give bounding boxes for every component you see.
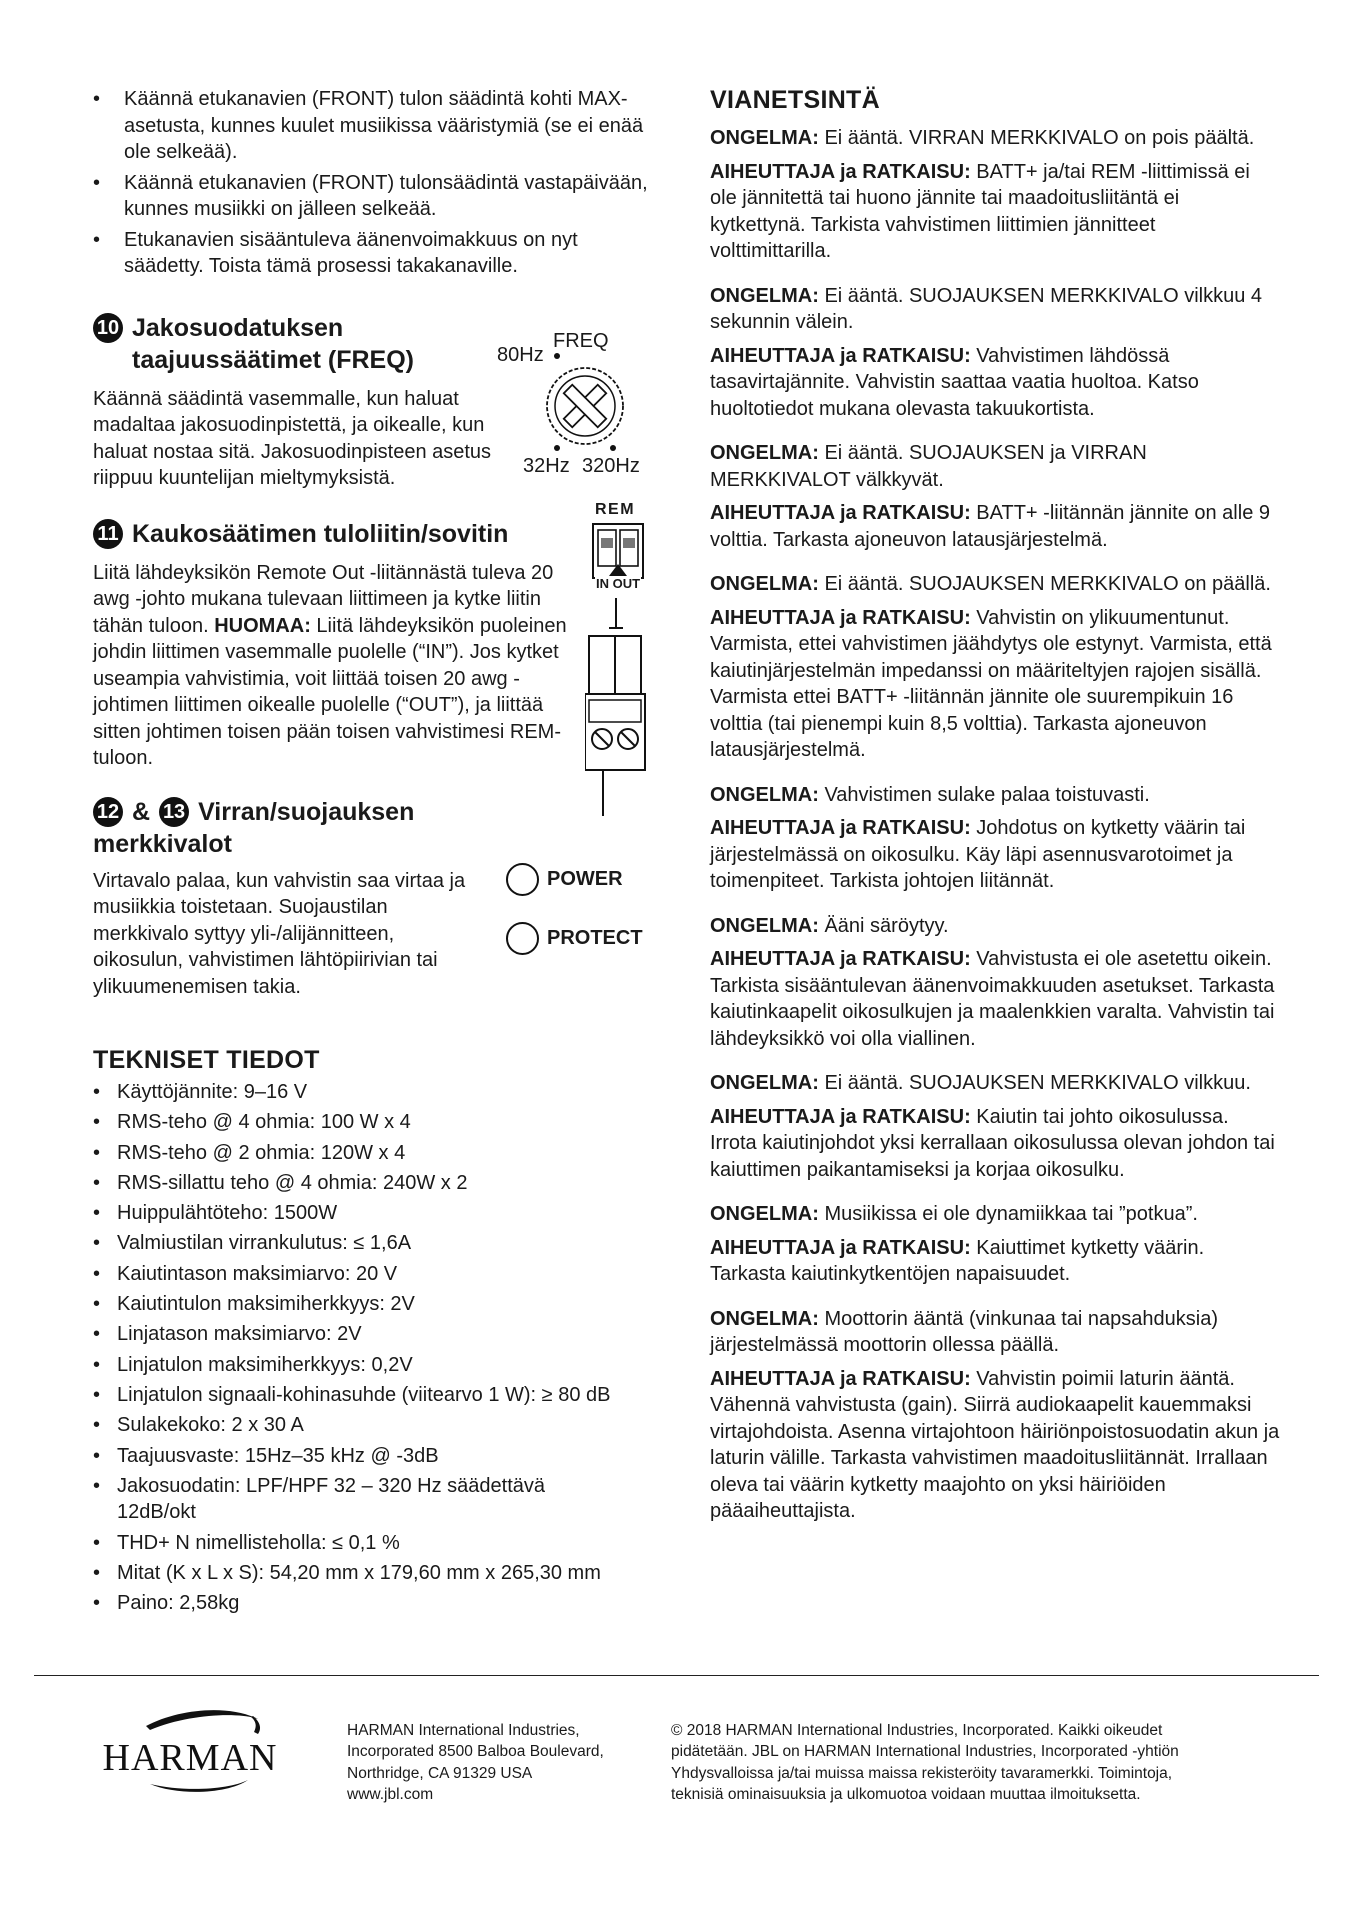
list-item: • Linjatulon maksimiherkkyys: 0,2V: [93, 1352, 673, 1379]
troubleshooting-list: [710, 125, 1280, 1525]
cause-solution-text: AIHEUTTAJA ja RATKAISU: Vahvistimen lähdössä tasavirtajännite. Vahvistin saattaa vaatia huoltoa. Katso huoltotiedot mukana olevasta takuukortista.: [710, 344, 1199, 420]
section-status-leds: [93, 796, 653, 1001]
specs-list: [93, 1079, 673, 1617]
section-number-badge: 11: [93, 519, 123, 549]
troubleshooting-entry: [710, 1070, 1280, 1183]
problem-text: ONGELMA: Ei ääntä. SUOJAUKSEN MERKKIVALO on päällä.: [710, 573, 1271, 595]
copyright-line: teknisiä ominaisuuksia ja ulkomuotoa voidaan muuttaa ilmoituksetta.: [671, 1785, 1141, 1803]
cause-label: AIHEUTTAJA ja RATKAISU:: [710, 1105, 971, 1128]
list-item: • Käännä etukanavien (FRONT) tulon säädintä kohti MAX-asetusta, kunnes kuulet musiikissa vääristymiä (se ei enää ole selkeää).: [93, 86, 653, 166]
section-title: merkkivalot: [93, 829, 232, 858]
cause-solution-text: AIHEUTTAJA ja RATKAISU: Vahvistin on ylikuumentunut. Varmista, ettei vahvistimen jäähdytys ole estynyt. Varmista, että kaiutinjärjestelmän impedanssi on määriteltyjen rajojen sisällä. Varmista ettei BATT+ -liitännän jännite ole suurempikuin 16 volttia (tai pienempi kuin 8,5 volttia). Tarkasta ajoneuvon latausjärjestelmä.: [710, 606, 1272, 761]
problem-text: ONGELMA: Musiikissa ei ole dynamiikkaa tai ”potkua”.: [710, 1203, 1198, 1225]
list-item: • Paino: 2,58kg: [93, 1590, 673, 1617]
problem-text: ONGELMA: Ei ääntä. SUOJAUKSEN ja VIRRAN MERKKIVALOT välkkyvät.: [710, 442, 1147, 491]
list-item: • Linjatulon signaali-kohinasuhde (viitearvo 1 W): ≥ 80 dB: [93, 1382, 673, 1409]
harman-logo: [88, 1704, 293, 1799]
copyright-notice: [671, 1720, 1311, 1805]
intro-bullet-list: [93, 86, 653, 280]
cause-solution-text: AIHEUTTAJA ja RATKAISU: Kaiutin tai johto oikosulussa. Irrota kaiutinjohdot yksi kerrallaan oikosulussa olevan johdon tai kaiuttimen paikantamiseksi ja korjaa oikosulku.: [710, 1105, 1275, 1181]
troubleshooting-entry: [710, 913, 1280, 1053]
address-line: Incorporated 8500 Balboa Boulevard,: [347, 1743, 604, 1761]
list-item: • Kaiutintason maksimiarvo: 20 V: [93, 1261, 673, 1288]
cause-solution-text: AIHEUTTAJA ja RATKAISU: Johdotus on kytketty väärin tai järjestelmässä on oikosulku. Käy läpi asennusvarotoimet ja toimenpiteet. Tarkista johtojen liitännät.: [710, 817, 1246, 892]
troubleshooting-entry: [710, 283, 1280, 423]
in-out-label: IN OUT: [596, 576, 641, 591]
cause-label: AIHEUTTAJA ja RATKAISU:: [710, 502, 971, 524]
address-line: HARMAN International Industries,: [347, 1722, 580, 1739]
cause-label: AIHEUTTAJA ja RATKAISU:: [710, 160, 971, 183]
troubleshooting-entry: [710, 571, 1280, 764]
cause-solution-text: AIHEUTTAJA ja RATKAISU: Kaiuttimet kytketty väärin. Tarkasta kaiutinkytkentöjen napaisuudet.: [710, 1236, 1205, 1285]
list-item: • RMS-teho @ 2 ohmia: 120W x 4: [93, 1140, 673, 1167]
list-item: • Käännä etukanavien (FRONT) tulonsäädintä vastapäivään, kunnes musiikki on jälleen selkeää.: [93, 170, 653, 223]
problem-label: ONGELMA:: [710, 1203, 819, 1225]
list-item: • THD+ N nimellisteholla: ≤ 0,1 %: [93, 1530, 673, 1557]
problem-text: ONGELMA: Ei ääntä. VIRRAN MERKKIVALO on pois päältä.: [710, 127, 1255, 149]
company-address: [347, 1720, 647, 1805]
section-heading: [93, 312, 443, 376]
troubleshooting-section: [710, 86, 1280, 1543]
problem-label: ONGELMA:: [710, 1307, 819, 1330]
led-indicator-icon: [506, 863, 539, 896]
freq-max-label: 320Hz: [582, 455, 640, 477]
section-body: Käännä säädintä vasemmalle, kun haluat madaltaa jakosuodinpistettä, ja oikealle, kun haluat nostaa sitä. Jakosuodinpisteen asetus riippuu kuuntelijan mieltymyksistä.: [93, 387, 492, 489]
list-item: • Etukanavien sisääntuleva äänenvoimakkuus on nyt säädetty. Toista tämä prosessi takakanaville.: [93, 227, 653, 280]
section-title: taajuussäätimet (FREQ): [132, 345, 415, 374]
specs-title: TEKNISET TIEDOT: [93, 1046, 320, 1074]
address-line: Northridge, CA 91329 USA: [347, 1764, 533, 1782]
section-remote-input: [93, 518, 653, 772]
troubleshooting-entry: [710, 125, 1280, 265]
cause-label: AIHEUTTAJA ja RATKAISU:: [710, 817, 971, 839]
cause-solution-text: AIHEUTTAJA ja RATKAISU: BATT+ ja/tai REM -liittimissä ei ole jännitettä tai huono jännite tai maadoitusliitäntä ei kytkettynä. Tarkista vahvistimen liittimien jännitteet volttimittarilla.: [710, 160, 1250, 262]
note-label: HUOMAA:: [214, 614, 311, 637]
led-indicator-icon: [506, 922, 539, 955]
problem-label: ONGELMA:: [710, 914, 819, 937]
list-item: • Linjatason maksimiarvo: 2V: [93, 1321, 673, 1348]
section-title: Virran/suojauksen: [198, 797, 415, 826]
problem-label: ONGELMA:: [710, 573, 819, 595]
freq-min-label: 32Hz: [523, 455, 570, 477]
knob-icon: [535, 348, 635, 458]
list-item: • Mitat (K x L x S): 54,20 mm x 179,60 mm x 265,30 mm: [93, 1560, 673, 1587]
list-item: • Kaiutintulon maksimiherkkyys: 2V: [93, 1291, 673, 1318]
section-number-badge: 10: [93, 313, 123, 343]
problem-label: ONGELMA:: [710, 1072, 819, 1094]
list-item: • RMS-sillattu teho @ 4 ohmia: 240W x 2: [93, 1170, 673, 1197]
problem-label: ONGELMA:: [710, 284, 819, 307]
cause-label: AIHEUTTAJA ja RATKAISU:: [710, 1367, 971, 1390]
section-number-badge: 12: [93, 797, 123, 827]
section-number-badge: 13: [159, 797, 189, 827]
cause-solution-text: AIHEUTTAJA ja RATKAISU: Vahvistusta ei ole asetettu oikein. Tarkista sisääntulevan äänenvoimakkuuden asetukset. Tarkasta kaiutinkaapelit oikosulkujen ja maalenkkien varalta. Vahvistin tai lähdeyksikkö voi olla viallinen.: [710, 948, 1275, 1050]
cause-label: AIHEUTTAJA ja RATKAISU:: [710, 1236, 971, 1259]
section-title: Jakosuodatuksen: [132, 313, 344, 342]
specs-section: [93, 1046, 653, 1617]
led-label: PROTECT: [547, 927, 643, 949]
website-link[interactable]: www.jbl.com: [347, 1785, 434, 1803]
problem-text: ONGELMA: Ei ääntä. SUOJAUKSEN MERKKIVALO vilkkuu.: [710, 1072, 1251, 1094]
list-item: • Taajuusvaste: 15Hz–35 kHz @ -3dB: [93, 1443, 673, 1470]
list-item: • Sulakekoko: 2 x 30 A: [93, 1412, 673, 1439]
footer-divider: [34, 1675, 1319, 1676]
section-title: Kaukosäätimen tuloliitin/sovitin: [132, 519, 509, 548]
copyright-line: Yhdysvalloissa ja/tai muissa maissa rekisteröity tavaramerkki. Toimintoja,: [671, 1764, 1173, 1782]
problem-text: ONGELMA: Vahvistimen sulake palaa toistuvasti.: [710, 783, 1150, 806]
section-heading: [93, 518, 653, 550]
cause-label: AIHEUTTAJA ja RATKAISU:: [710, 948, 971, 970]
list-item: • Jakosuodatin: LPF/HPF 32 – 320 Hz säädettävä 12dB/okt: [93, 1473, 617, 1526]
cause-label: AIHEUTTAJA ja RATKAISU:: [710, 344, 971, 367]
section-crossover: [93, 312, 492, 492]
freq-label: FREQ: [553, 330, 609, 352]
section-body: Liitä lähdeyksikön Remote Out -liitännästä tuleva 20 awg -johto mukana tulevaan liittimeen ja kytke liitin tähän tuloon. HUOMAA: Liitä lähdeyksikön puoleinen johdin liittimen vasemmalle puolelle (“IN”). Jos kytket useampia vahvistimia, voit liittää toisen 20 awg -johtimen liittimen oikealle puolelle (“OUT”), ja liittää sitten johtimen toisen pään toisen vahvistimesi REM-tuloon.: [93, 561, 567, 769]
problem-text: ONGELMA: Ei ääntä. SUOJAUKSEN MERKKIVALO vilkkuu 4 sekunnin välein.: [710, 284, 1263, 333]
list-item: • Huippulähtöteho: 1500W: [93, 1200, 673, 1227]
connector-icon: [585, 520, 655, 820]
cause-solution-text: AIHEUTTAJA ja RATKAISU: BATT+ -liitännän jännite on alle 9 volttia. Tarkasta ajoneuvon latausjärjestelmä.: [710, 502, 1270, 551]
list-item: • RMS-teho @ 4 ohmia: 100 W x 4: [93, 1109, 673, 1136]
problem-text: ONGELMA: Moottorin ääntä (vinkunaa tai napsahduksia) järjestelmässä moottorin ollessa päällä.: [710, 1307, 1219, 1356]
power-led: [506, 863, 623, 896]
troubleshooting-entry: [710, 1201, 1280, 1288]
troubleshooting-title: VIANETSINTÄ: [710, 86, 880, 114]
logo-text: HARMAN: [102, 1737, 278, 1779]
freq-mid-label: 80Hz: [497, 344, 544, 366]
rem-label: REM: [595, 501, 636, 518]
protect-led: [506, 922, 643, 955]
list-item: • Käyttöjännite: 9–16 V: [93, 1079, 673, 1106]
section-body: Virtavalo palaa, kun vahvistin saa virtaa ja musiikkia toistetaan. Suojaustilan merkkivalo syttyy yli-/alijännitteen, oikosulun, vahvistimen lähtöpiirivian tai ylikuumenemisen takia.: [93, 869, 466, 998]
copyright-line: pidätetään. JBL on HARMAN International Industries, Incorporated -yhtiön: [671, 1743, 1179, 1761]
section-heading: 12 & 13 Virran/suojauksen: [93, 796, 653, 828]
troubleshooting-entry: [710, 1306, 1280, 1525]
problem-label: ONGELMA:: [710, 127, 819, 149]
problem-text: ONGELMA: Ääni säröytyy.: [710, 914, 949, 937]
copyright-line: © 2018 HARMAN International Industries, Incorporated. Kaikki oikeudet: [671, 1722, 1163, 1739]
cause-solution-text: AIHEUTTAJA ja RATKAISU: Vahvistin poimii laturin ääntä. Vähennä vahvistusta (gain). Siirrä audiokaapelit kauemmaksi virtajohdoista. Asenna virtajohtoon häiriönpoistosuodatin akun ja laturin välille. Tarkasta vahvistimen maadoitusliitännät. Irrallaan oleva tai väärin kytketty maajohto on yksi häiriöiden pääaiheuttajista.: [710, 1367, 1280, 1522]
list-item: • Valmiustilan virrankulutus: ≤ 1,6A: [93, 1230, 673, 1257]
problem-label: ONGELMA:: [710, 783, 819, 806]
cause-label: AIHEUTTAJA ja RATKAISU:: [710, 606, 971, 629]
troubleshooting-entry: [710, 782, 1280, 895]
led-label: POWER: [547, 868, 623, 890]
problem-label: ONGELMA:: [710, 442, 819, 464]
troubleshooting-entry: [710, 440, 1280, 553]
left-column: [93, 86, 653, 1621]
